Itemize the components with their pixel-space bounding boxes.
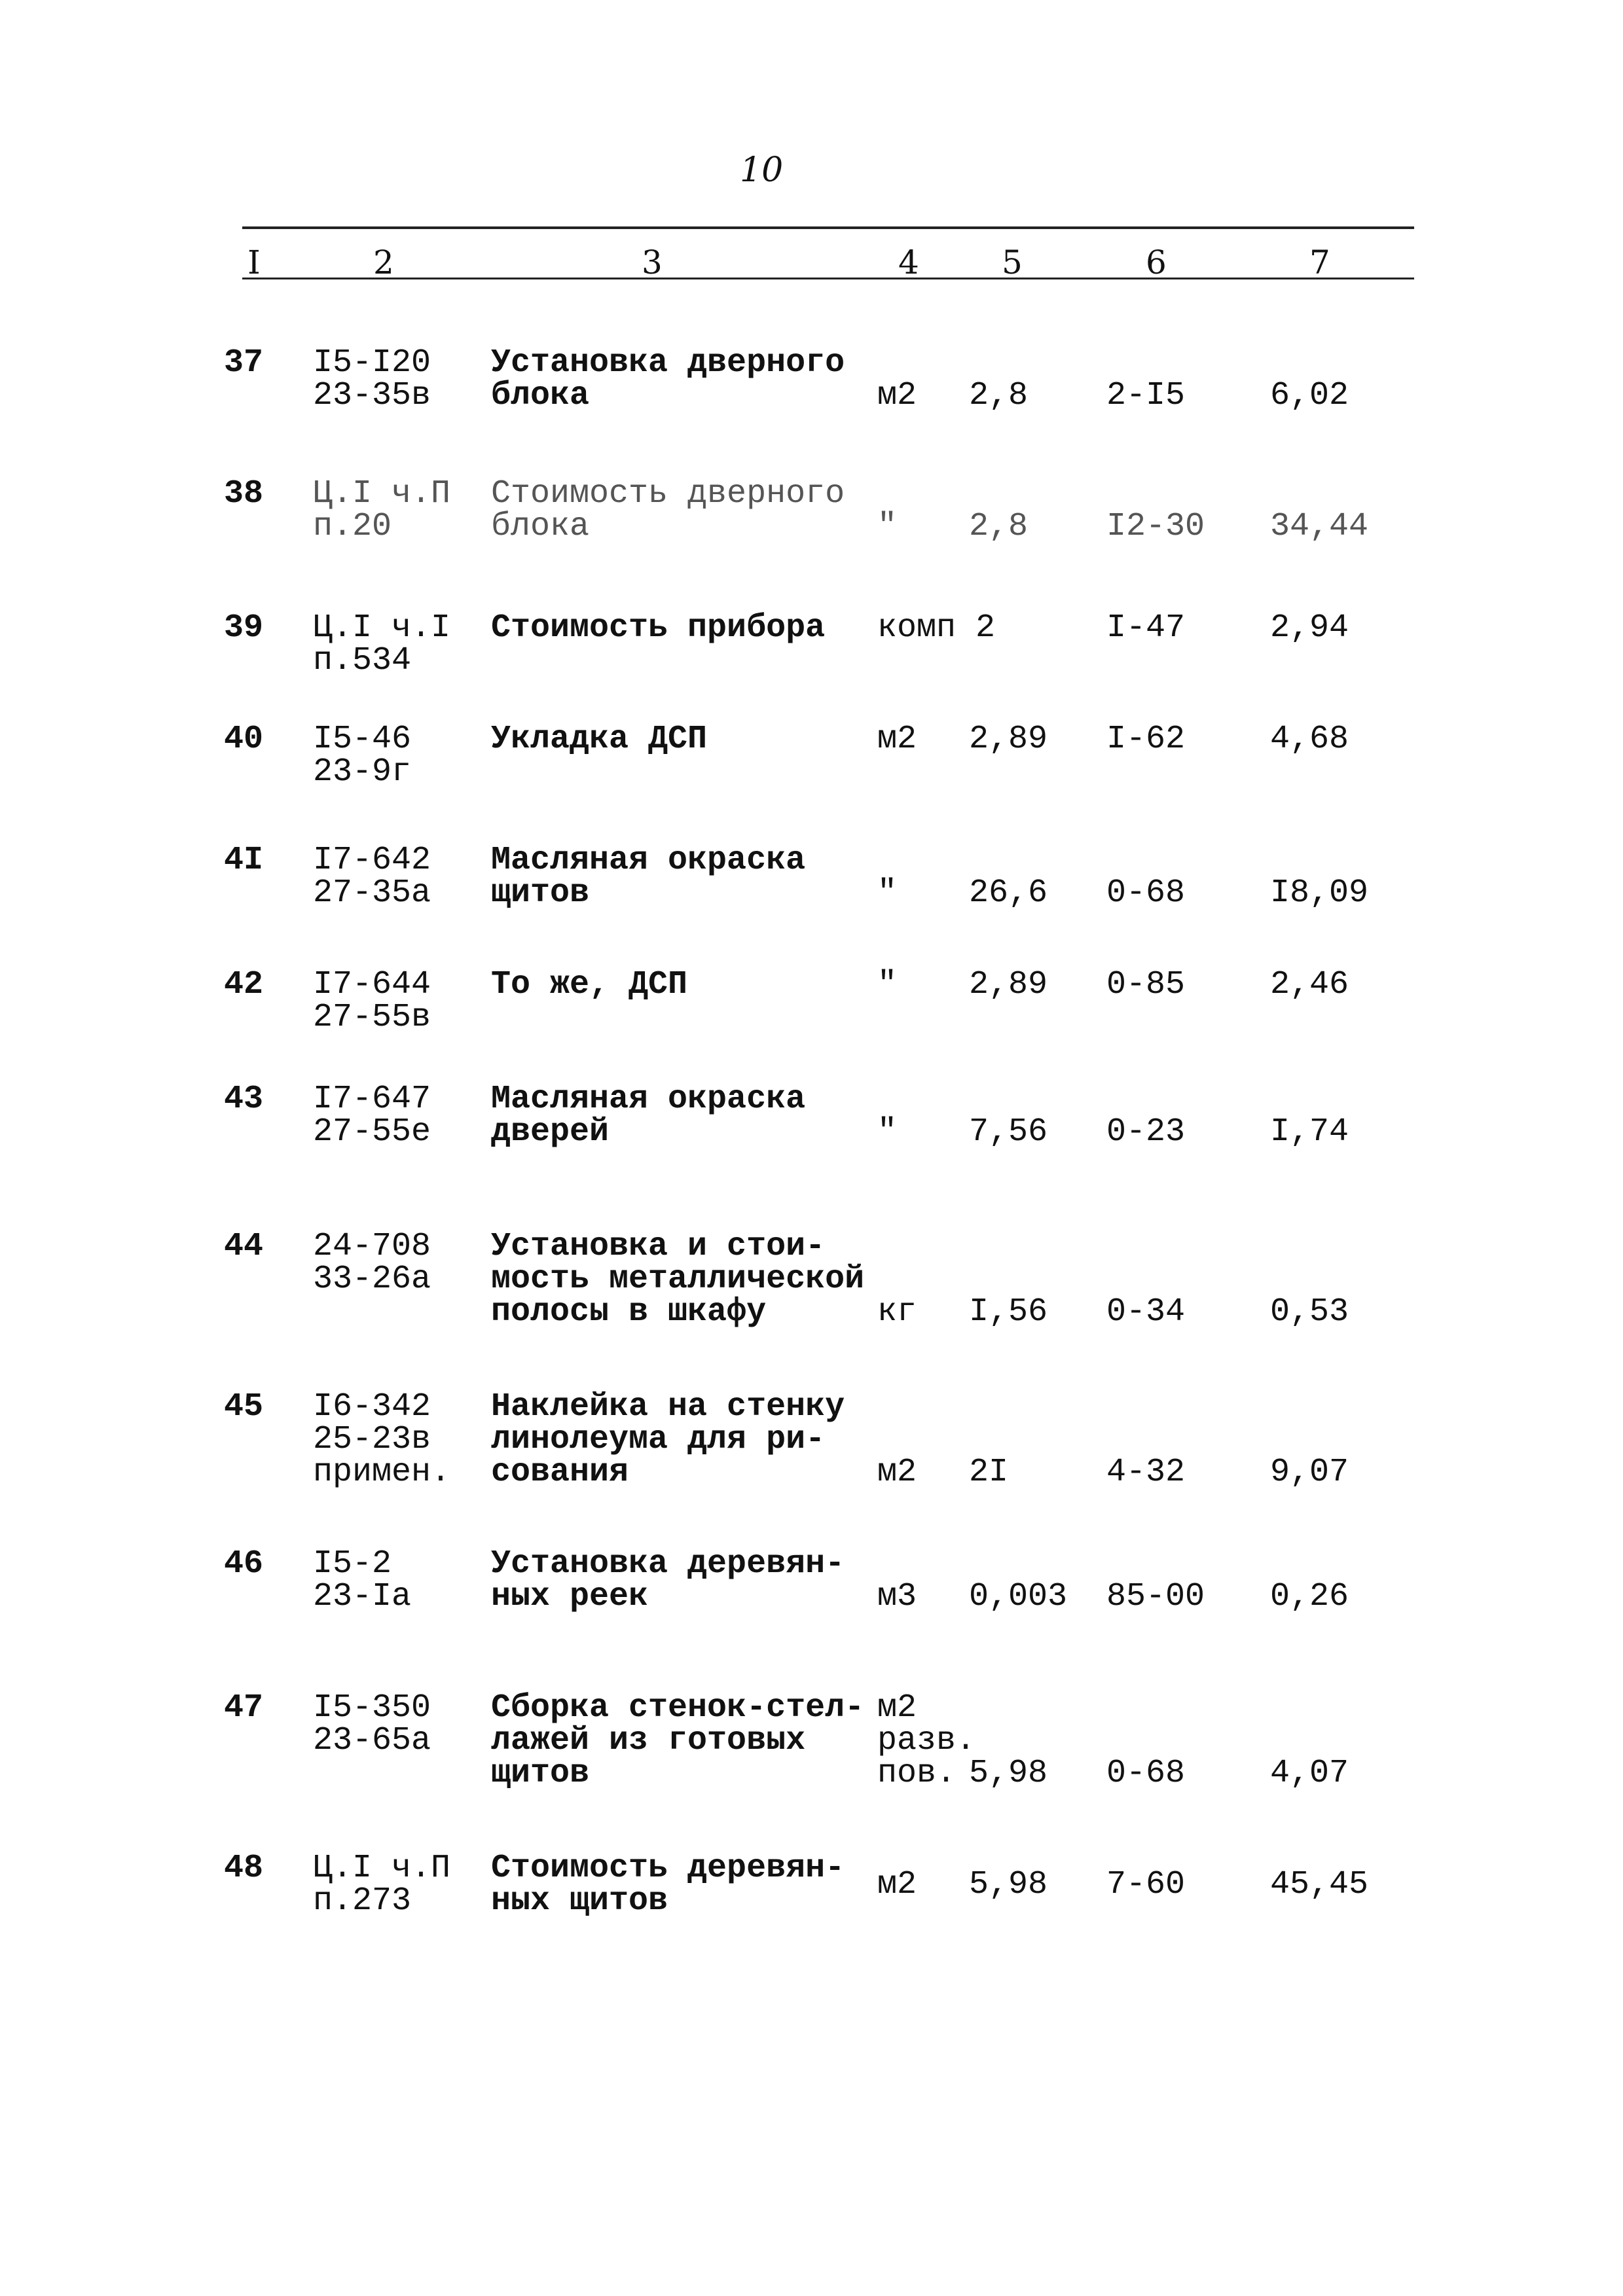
- row-quantity: 2,8: [969, 377, 1029, 414]
- row-unit: ": [877, 966, 898, 1003]
- row-price: 7-60: [1106, 1866, 1186, 1903]
- row-unit: м2: [877, 1866, 917, 1903]
- row-code: Ц.I ч.П п.273: [313, 1850, 451, 1920]
- row-code: I7-644 27-55в: [313, 966, 431, 1036]
- row-description: Стоимость деревян- ных щитов: [491, 1850, 845, 1920]
- row-unit: м2 разв. пов.: [877, 1689, 976, 1792]
- row-quantity: 2I: [969, 1454, 1009, 1491]
- row-code: I7-642 27-35а: [313, 842, 431, 912]
- row-code: Ц.I ч.I п.534: [313, 609, 451, 679]
- row-number: 42: [224, 966, 264, 1003]
- row-quantity: 2,89: [969, 721, 1048, 758]
- header-bottom-rule: [242, 278, 1414, 279]
- row-quantity: 2,8: [969, 508, 1029, 545]
- row-unit: кг: [877, 1293, 917, 1331]
- header-col-1: I: [247, 243, 261, 281]
- row-total: 0,26: [1270, 1578, 1349, 1615]
- row-price: 2-I5: [1106, 377, 1186, 414]
- row-total: 6,02: [1270, 377, 1349, 414]
- row-quantity: 5,98: [969, 1755, 1048, 1792]
- row-description: То же, ДСП: [491, 966, 688, 1003]
- row-quantity: I,56: [969, 1293, 1048, 1331]
- row-total: I8,09: [1270, 874, 1369, 912]
- row-unit: ": [877, 874, 898, 912]
- row-description: Стоимость дверного блока: [491, 475, 845, 545]
- row-price: I2-30: [1106, 508, 1205, 545]
- row-unit: ": [877, 1113, 898, 1151]
- row-number: 45: [224, 1388, 264, 1426]
- row-quantity: 0,003: [969, 1578, 1068, 1615]
- header-col-2: 2: [373, 243, 394, 281]
- row-total: 0,53: [1270, 1293, 1349, 1331]
- header-col-5: 5: [1002, 243, 1023, 281]
- row-number: 4I: [224, 842, 264, 879]
- row-price: 0-34: [1106, 1293, 1186, 1331]
- row-total: 4,68: [1270, 721, 1349, 758]
- row-description: Установка деревян- ных реек: [491, 1545, 845, 1615]
- row-number: 38: [224, 475, 264, 512]
- row-code: I5-I20 23-35в: [313, 344, 431, 414]
- header-col-3: 3: [642, 243, 663, 281]
- row-price: 85-00: [1106, 1578, 1205, 1615]
- row-description: Масляная окраска щитов: [491, 842, 806, 912]
- row-description: Сборка стенок-стел- лажей из готовых щитов: [491, 1689, 865, 1792]
- header-col-6: 6: [1146, 243, 1167, 281]
- row-quantity: 5,98: [969, 1866, 1048, 1903]
- row-price: I-62: [1106, 721, 1186, 758]
- row-description: Укладка ДСП: [491, 721, 708, 758]
- row-price: 4-32: [1106, 1454, 1186, 1491]
- row-code: 24-708 33-26а: [313, 1228, 431, 1298]
- row-total: I,74: [1270, 1113, 1349, 1151]
- row-total: 45,45: [1270, 1866, 1369, 1903]
- row-description: Установка и стои- мость металлической полосы в шкафу: [491, 1228, 865, 1331]
- row-number: 46: [224, 1545, 264, 1583]
- page-number: 10: [740, 151, 784, 190]
- row-price: 0-85: [1106, 966, 1186, 1003]
- row-description: Установка дверного блока: [491, 344, 845, 414]
- row-total: 4,07: [1270, 1755, 1349, 1792]
- row-description: Масляная окраска дверей: [491, 1081, 806, 1151]
- row-total: 2,46: [1270, 966, 1349, 1003]
- row-number: 44: [224, 1228, 264, 1265]
- row-unit: м2: [877, 377, 917, 414]
- row-code: I5-2 23-Iа: [313, 1545, 412, 1615]
- row-unit: комп 2: [877, 609, 996, 647]
- row-unit: м3: [877, 1578, 917, 1615]
- header-col-7: 7: [1309, 243, 1330, 281]
- row-quantity: 2,89: [969, 966, 1048, 1003]
- row-price: 0-68: [1106, 1755, 1186, 1792]
- row-code: I7-647 27-55е: [313, 1081, 431, 1151]
- row-number: 47: [224, 1689, 264, 1727]
- row-number: 37: [224, 344, 264, 382]
- row-unit: м2: [877, 1454, 917, 1491]
- row-number: 39: [224, 609, 264, 647]
- row-unit: ": [877, 508, 898, 545]
- row-description: Наклейка на стенку линолеума для ри- сования: [491, 1388, 845, 1491]
- row-price: 0-68: [1106, 874, 1186, 912]
- header-col-4: 4: [898, 243, 919, 281]
- row-code: I5-350 23-65а: [313, 1689, 431, 1759]
- row-price: I-47: [1106, 609, 1186, 647]
- row-number: 48: [224, 1850, 264, 1887]
- row-quantity: 26,6: [969, 874, 1048, 912]
- row-number: 43: [224, 1081, 264, 1118]
- row-total: 9,07: [1270, 1454, 1349, 1491]
- row-code: I6-342 25-23в примен.: [313, 1388, 451, 1491]
- row-price: 0-23: [1106, 1113, 1186, 1151]
- row-code: I5-46 23-9г: [313, 721, 412, 791]
- row-code: Ц.I ч.П п.20: [313, 475, 451, 545]
- row-total: 2,94: [1270, 609, 1349, 647]
- header-top-rule: [242, 226, 1414, 229]
- row-quantity: 7,56: [969, 1113, 1048, 1151]
- row-unit: м2: [877, 721, 917, 758]
- row-number: 40: [224, 721, 264, 758]
- row-description: Стоимость прибора: [491, 609, 826, 647]
- row-total: 34,44: [1270, 508, 1369, 545]
